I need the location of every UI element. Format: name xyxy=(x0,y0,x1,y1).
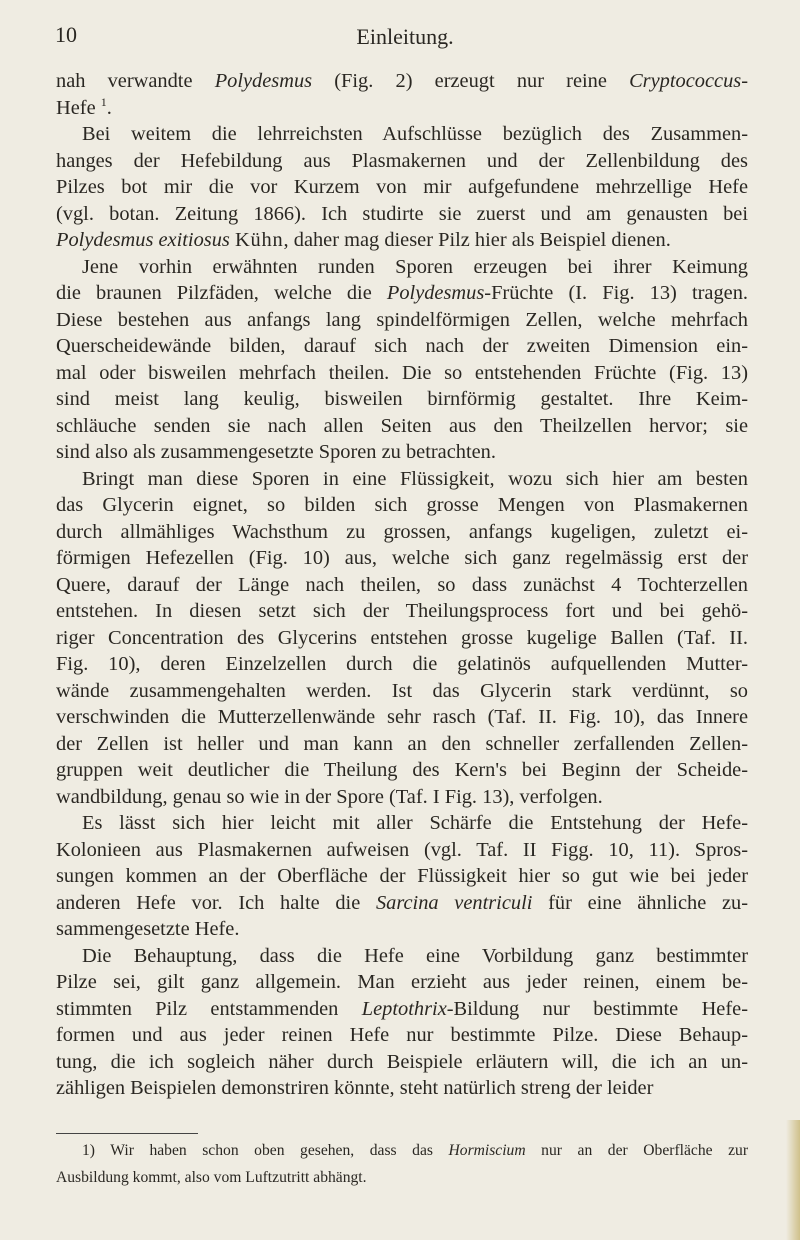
text-run: -Früchte (I. Fig. 13) tragen. xyxy=(484,282,748,304)
text-line xyxy=(56,492,748,519)
text-line xyxy=(56,810,748,837)
text-line xyxy=(56,148,748,175)
text-run: der Zellen ist heller und man kann an den schneller zerfallenden Zellen- xyxy=(56,732,748,755)
italic-term: Polydesmus xyxy=(386,282,485,304)
author-name: Kühn xyxy=(234,229,284,251)
italic-term: Polydesmus exitiosus xyxy=(56,229,230,251)
text-line xyxy=(56,227,748,254)
text-line xyxy=(56,1022,748,1049)
text-line xyxy=(56,280,748,307)
italic-term: Cryptococcus- xyxy=(629,70,748,92)
running-title: Einleitung. xyxy=(356,24,454,49)
text-line xyxy=(56,572,748,599)
text-line xyxy=(56,651,748,678)
text-run: (Fig. 2) erzeugt nur reine xyxy=(312,70,630,92)
text-line xyxy=(56,704,748,731)
text-run: riger Concentration des Glycerins entstehen grosse kugelige Ballen (Taf. II. xyxy=(56,626,748,649)
text-run: zähligen Beispielen demonstriren könnte, steht natürlich streng der leider xyxy=(56,1077,654,1099)
text-line xyxy=(56,307,748,334)
page-number: 10 xyxy=(55,22,77,47)
text-run: Pilzes bot mir die vor Kurzem von mir aufgefundene mehrzellige Hefe xyxy=(56,176,748,198)
text-line xyxy=(56,519,748,546)
text-line xyxy=(56,863,748,890)
text-run: Quere, darauf der Länge nach theilen, so dass zunächst 4 Tochterzellen xyxy=(56,573,748,596)
italic-term: Sarcina ventriculi xyxy=(375,891,533,914)
text-run: mal oder bisweilen mehrfach theilen. Die so entstehenden Früchte (Fig. 13) xyxy=(56,361,748,384)
text-line xyxy=(56,784,748,811)
text-line xyxy=(56,598,748,625)
footnote-marker: 1 xyxy=(100,94,107,109)
text-line xyxy=(56,678,748,705)
text-run: 1) Wir haben schon oben gesehen, dass das xyxy=(82,1142,449,1159)
text-run: die braunen Pilzfäden, welche die xyxy=(56,282,387,304)
text-line xyxy=(56,333,748,360)
text-run: hanges der Hefebildung aus Plasmakernen und der Zellenbildung des xyxy=(56,149,748,172)
text-line xyxy=(56,1140,748,1167)
text-line xyxy=(56,916,748,943)
text-run: Bei weitem die lehrreichsten Aufschlüsse bezüglich des Zusammen- xyxy=(82,123,748,145)
text-run: durch allmähliges Wachsthum zu grossen, anfangs kugeligen, zuletzt ei- xyxy=(56,520,748,543)
text-line xyxy=(56,1049,748,1076)
text-run: entstehen. In diesen setzt sich der Theilungsprocess fort und bei gehö- xyxy=(56,600,748,622)
text-run: sind meist lang keulig, bisweilen birnförmig gestaltet. Ihre Keim- xyxy=(56,388,748,410)
text-run: für eine ähnliche zu- xyxy=(532,891,748,914)
italic-term: Hormiscium xyxy=(448,1142,526,1159)
text-run: verschwinden die Mutterzellenwände sehr rasch (Taf. II. Fig. 10), das Innere xyxy=(56,706,748,728)
text-run: Bringt man diese Sporen in eine Flüssigkeit, wozu sich hier am besten xyxy=(82,467,748,490)
text-line xyxy=(56,466,748,493)
text-run: , daher mag dieser Pilz hier als Beispiel dienen. xyxy=(283,229,671,251)
text-run: sind also als zusammengesetzte Sporen zu betrachten. xyxy=(56,441,496,463)
text-run: Pilze sei, gilt ganz allgemein. Man erzieht aus jeder reinen, einem be- xyxy=(56,971,748,993)
text-line xyxy=(56,439,748,466)
text-run: wände zusammengehalten werden. Ist das Glycerin stark verdünnt, so xyxy=(56,679,748,702)
body-text xyxy=(56,68,748,1102)
text-run: Ausbildung kommt, also vom Luftzutritt abhängt. xyxy=(56,1168,367,1186)
text-run: Fig. 10), deren Einzelzellen durch die gelatinös aufquellenden Mutter- xyxy=(56,653,748,675)
text-run: nur an der Oberfläche zur xyxy=(525,1142,749,1159)
italic-term: Leptothrix xyxy=(361,997,447,1020)
footnote-rule xyxy=(56,1133,198,1134)
text-run: schläuche senden sie nach allen Seiten aus den Theilzellen hervor; sie xyxy=(56,414,748,437)
text-run: -Bildung nur bestimmte Hefe- xyxy=(446,997,748,1020)
text-line xyxy=(56,545,748,572)
text-run: anderen Hefe vor. Ich halte die xyxy=(56,891,376,914)
text-run: sungen kommen an der Oberfläche der Flüssigkeit hier so gut wie bei jeder xyxy=(56,865,748,887)
italic-term: Polydesmus xyxy=(214,70,313,92)
text-run: Diese bestehen aus anfangs lang spindelförmigen Zellen, welche mehrfach xyxy=(56,308,748,331)
text-line xyxy=(56,386,748,413)
text-run: . xyxy=(106,96,112,119)
text-line xyxy=(56,95,748,122)
text-run: Es lässt sich hier leicht mit aller Schärfe die Entstehung der Hefe- xyxy=(82,812,748,834)
text-line xyxy=(56,1167,748,1194)
text-line xyxy=(56,890,748,917)
text-run: formen und aus jeder reinen Hefe nur bestimmte Pilze. Diese Behaup- xyxy=(56,1024,748,1046)
text-line xyxy=(56,757,748,784)
text-run: sammengesetzte Hefe. xyxy=(56,918,240,940)
text-run: gruppen weit deutlicher die Theilung des Kern's bei Beginn der Scheide- xyxy=(56,759,748,781)
text-line xyxy=(56,625,748,652)
text-line xyxy=(56,174,748,201)
text-line xyxy=(56,201,748,228)
text-run: tung, die ich sogleich näher durch Beispiele erläutern will, die ich an un- xyxy=(56,1050,748,1073)
text-run: Kolonieen aus Plasmakernen aufweisen (vgl. Taf. II Figg. 10, 11). Spros- xyxy=(56,838,748,861)
text-line xyxy=(56,360,748,387)
text-run: Jene vorhin erwähnten runden Sporen erzeugen bei ihrer Keimung xyxy=(82,255,748,278)
text-line xyxy=(56,969,748,996)
text-run: (vgl. botan. Zeitung 1866). Ich studirte sie zuerst und am genausten bei xyxy=(56,202,748,225)
page-edge-stain xyxy=(786,1120,800,1240)
footnote xyxy=(56,1140,748,1193)
text-line xyxy=(56,121,748,148)
text-line xyxy=(56,943,748,970)
text-line xyxy=(56,996,748,1023)
text-run: Querscheidewände bilden, darauf sich nach der zweiten Dimension ein- xyxy=(56,335,748,357)
text-line xyxy=(56,413,748,440)
text-run: stimmten Pilz entstammenden xyxy=(56,997,362,1020)
text-line xyxy=(56,254,748,281)
text-line xyxy=(56,731,748,758)
page-header xyxy=(55,22,755,52)
text-run: wandbildung, genau so wie in der Spore (Taf. I Fig. 13), verfolgen. xyxy=(56,785,603,808)
text-run: Hefe xyxy=(56,96,101,119)
text-line xyxy=(56,837,748,864)
text-run: Die Behauptung, dass die Hefe eine Vorbildung ganz bestimmter xyxy=(82,944,748,967)
text-run: förmigen Hefezellen (Fig. 10) aus, welche sich ganz regelmässig erst der xyxy=(56,547,748,569)
text-run: nah verwandte xyxy=(56,70,215,92)
text-run: das Glycerin eignet, so bilden sich grosse Mengen von Plasmakernen xyxy=(56,494,748,516)
text-line xyxy=(56,1075,748,1102)
text-line xyxy=(56,68,748,95)
